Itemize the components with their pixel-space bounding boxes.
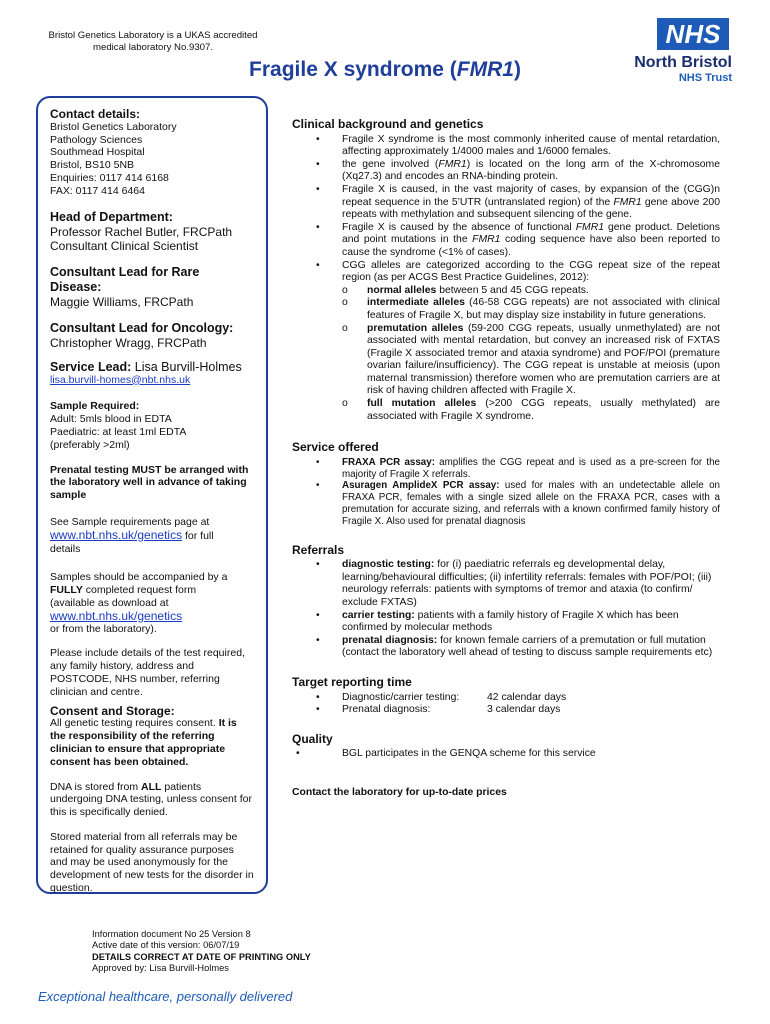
fully-emphasis: FULLY bbox=[50, 584, 83, 597]
list-item bbox=[292, 457, 720, 481]
list-item bbox=[292, 260, 720, 285]
list-item-text: Fragile X is caused by the absence of functional bbox=[342, 221, 576, 233]
clinical-list bbox=[292, 134, 720, 285]
list-item-text: BGL participates in the GENQA scheme for this service bbox=[342, 748, 596, 760]
list-item-text: ) is located on the long arm of the X-chromosome (Xq27.3) and encodes an RNA-binding protein. bbox=[342, 158, 720, 183]
contact-line: Pathology Sciences bbox=[50, 133, 143, 146]
bullet-icon: • bbox=[316, 133, 320, 145]
accompany-line-2 bbox=[50, 584, 254, 597]
nhs-logo-box: NHS bbox=[657, 18, 729, 50]
list-item-text: Fragile X syndrome is the most commonly inherited cause of mental retardation, affecting approximately 1/4000 males and 1/6000 females. bbox=[342, 133, 720, 158]
sample-heading: Sample Required: bbox=[50, 400, 140, 413]
allele-term: premutation alleles bbox=[367, 322, 464, 334]
circle-bullet-icon: o bbox=[342, 297, 348, 309]
nhs-logo bbox=[612, 18, 732, 84]
accreditation-line-1: Bristol Genetics Laboratory is a UKAS accredited bbox=[48, 30, 258, 41]
list-item bbox=[292, 323, 720, 399]
list-item bbox=[292, 159, 720, 184]
circle-bullet-icon: o bbox=[342, 322, 348, 334]
sample-requirements-text: See Sample requirements page at bbox=[50, 515, 210, 528]
contact-line: Bristol Genetics Laboratory bbox=[50, 120, 177, 133]
bullet-icon: • bbox=[296, 748, 300, 760]
list-item bbox=[292, 635, 720, 660]
document-footer bbox=[92, 929, 311, 975]
service-lead-name: Lisa Burvill-Holmes bbox=[131, 359, 242, 374]
list-item bbox=[292, 285, 720, 298]
title-gene: FMR1 bbox=[456, 58, 514, 81]
service-term: Asuragen AmplideX PCR assay: bbox=[342, 480, 500, 492]
gene-name: FMR1 bbox=[575, 221, 604, 233]
bullet-icon: • bbox=[316, 609, 320, 621]
bullet-icon: • bbox=[316, 158, 320, 170]
dna-text-2: patients undergoing DNA testing, unless consent for this is specifically denied. bbox=[50, 780, 252, 819]
list-item-text: the gene involved ( bbox=[342, 158, 439, 170]
accompany-line-1: Samples should be accompanied by a bbox=[50, 571, 228, 584]
dna-storage bbox=[50, 781, 254, 819]
sample-requirements-link-line bbox=[50, 529, 254, 543]
clinical-heading: Clinical background and genetics bbox=[292, 117, 484, 131]
accompany-line-4: or from the laboratory). bbox=[50, 622, 157, 635]
contact-line: FAX: 0117 414 6464 bbox=[50, 184, 145, 197]
dna-all: ALL bbox=[141, 780, 162, 793]
consent-text-plain: All genetic testing requires consent. bbox=[50, 717, 219, 730]
list-item bbox=[292, 748, 720, 761]
list-item bbox=[292, 398, 720, 423]
referrals-heading: Referrals bbox=[292, 542, 345, 557]
logo-trust-name: NHS Trust bbox=[678, 72, 732, 84]
tat-list bbox=[292, 692, 720, 717]
bullet-icon: • bbox=[316, 183, 320, 195]
bullet-icon: • bbox=[316, 259, 320, 271]
bullet-icon: • bbox=[316, 691, 320, 703]
nhs-tagline: Exceptional healthcare, personally delivered bbox=[38, 989, 293, 1004]
list-item-text: used for males with an undetectable allele on FRAXA PCR, females with a single sized allele on the FRAXA PCR, cases with a premutation for accurate sizing, and referrals with a known confirmed family history of Fragile X. Also used for prenatal diagnosis bbox=[342, 480, 720, 527]
service-heading: Service offered bbox=[292, 440, 379, 455]
quality-heading: Quality bbox=[292, 731, 333, 746]
list-item bbox=[292, 480, 720, 527]
list-item bbox=[292, 134, 720, 159]
tat-label: Prenatal diagnosis: bbox=[342, 704, 431, 716]
bullet-icon: • bbox=[316, 456, 320, 468]
bullet-icon: • bbox=[316, 634, 320, 646]
bullet-icon: • bbox=[316, 221, 320, 233]
consent-heading: Consent and Storage: bbox=[50, 703, 175, 718]
contact-line: Bristol, BS10 5NB bbox=[50, 159, 135, 172]
sample-paediatric-note: (preferably >2ml) bbox=[50, 438, 130, 451]
genetics-url-link-2[interactable]: www.nbt.nhs.uk/genetics bbox=[50, 608, 183, 623]
list-item-text: (46-58 CGG repeats) are not associated with clinical features of Fragile X, but may display size instability in future generations. bbox=[367, 297, 720, 321]
accompany-text: completed request form bbox=[82, 584, 197, 597]
quality-list bbox=[292, 748, 720, 761]
list-item bbox=[292, 222, 720, 260]
list-item-text: (59-200 CGG repeats, usually unmethylated) are not associated with mental retardation, but convey an increased risk of FXTAS (Fragile X associated tremor and ataxia syndrome) and POF/POI (premature ovarian failure/insufficiency). The CGG repeat is unstable at meiosis (upon maternal transmission) therefore women who are premutation carriers are at risk of having children affected with Fragile X. bbox=[367, 322, 720, 397]
allele-term: intermediate alleles bbox=[367, 297, 465, 309]
list-item-text: between 5 and 45 CGG repeats. bbox=[436, 284, 589, 296]
bullet-icon: • bbox=[316, 559, 320, 571]
oncology-lead: Christopher Wragg, FRCPath bbox=[50, 335, 207, 350]
consent-text-bold: It is the responsibility of the referring clinician to ensure that appropriate consent has been obtained. bbox=[50, 717, 237, 768]
accompany-line-3: (available as download at bbox=[50, 596, 169, 609]
referral-term: diagnostic testing: bbox=[342, 559, 435, 571]
sample-paediatric: Paediatric: at least 1ml EDTA bbox=[50, 425, 187, 438]
list-item-text: for known female carriers of a premutation or full mutation (contact the laboratory well ahead of testing to discuss sample requirements etc) bbox=[342, 634, 713, 659]
list-item bbox=[292, 610, 720, 635]
main-content bbox=[292, 118, 720, 800]
prenatal-note: Prenatal testing MUST be arranged with the laboratory well in advance of taking sample bbox=[50, 463, 249, 502]
list-item-text: for (i) paediatric referrals eg developmental delay, learning/behavioural difficulties; (ii) infertility referrals: females with POF/POI; (iii) neurology referrals: patients with symptoms of tremor and ataxia (to confirm/ exclude FXTAS) bbox=[342, 559, 712, 608]
bullet-icon: • bbox=[316, 480, 320, 492]
head-heading: Head of Department: bbox=[50, 209, 173, 224]
list-item-text: CGG alleles are categorized according to the CGG repeat size of the repeat region (as per ACGS Best Practice Guidelines, 2012): bbox=[342, 259, 720, 284]
details-text: details bbox=[50, 542, 81, 555]
gene-name: FMR1 bbox=[613, 196, 642, 208]
tat-heading: Target reporting time bbox=[292, 674, 412, 689]
footer-active-date: Active date of this version: 06/07/19 bbox=[92, 940, 240, 951]
genetics-url-link[interactable]: www.nbt.nhs.uk/genetics bbox=[50, 527, 183, 542]
rare-disease-heading: Consultant Lead for Rare Disease: bbox=[50, 264, 200, 294]
service-lead-label: Service Lead: bbox=[50, 359, 132, 374]
list-item-text: gene above 200 repeats with methylation and subsequent silencing of the gene. bbox=[342, 196, 720, 221]
contact-line: Southmead Hospital bbox=[50, 146, 145, 159]
list-item-text: coding sequence have also been reported to cause the syndrome (<1% of cases). bbox=[342, 234, 720, 258]
contact-heading: Contact details: bbox=[50, 107, 141, 121]
prices-note: Contact the laboratory for up-to-date prices bbox=[292, 786, 507, 798]
include-details: Please include details of the test required, any family history, address and POSTCODE, NHS number, referring clinician and centre. bbox=[50, 647, 245, 698]
footer-printing-note: DETAILS CORRECT AT DATE OF PRINTING ONLY bbox=[92, 951, 311, 962]
list-item bbox=[292, 297, 720, 322]
accreditation-note bbox=[38, 30, 268, 54]
consent-text bbox=[50, 717, 254, 768]
stored-material: Stored material from all referrals may be retained for quality assurance purposes and may be used anonymously for the development of new tests for the disorder in question. bbox=[50, 830, 254, 895]
service-lead bbox=[50, 360, 254, 374]
tat-value: 42 calendar days bbox=[487, 691, 567, 703]
tat-value: 3 calendar days bbox=[487, 704, 561, 716]
list-item bbox=[292, 692, 720, 705]
list-item bbox=[292, 704, 720, 717]
bullet-icon: • bbox=[316, 704, 320, 716]
rare-disease-lead: Maggie Williams, FRCPath bbox=[50, 294, 194, 309]
list-item-text: patients with a family history of Fragile X which has been confirmed by molecular methods bbox=[342, 609, 679, 634]
service-term: FRAXA PCR assay: bbox=[342, 456, 435, 468]
list-item-text: (>200 CGG repeats, usually methylated) are associated with Fragile X syndrome. bbox=[367, 398, 721, 422]
list-item-text: amplifies the CGG repeat and is used as a pre-screen for the majority of Fragile X referrals. bbox=[342, 456, 721, 480]
contact-line: Enquiries: 0117 414 6168 bbox=[50, 171, 169, 184]
list-item bbox=[292, 559, 720, 609]
allele-list bbox=[292, 285, 720, 424]
footer-approved-by: Approved by: Lisa Burvill-Holmes bbox=[92, 963, 229, 974]
circle-bullet-icon: o bbox=[342, 284, 348, 296]
list-item-text: gene product. Deletions and point mutations in the bbox=[342, 221, 721, 246]
head-role: Consultant Clinical Scientist bbox=[50, 238, 199, 253]
allele-term: normal alleles bbox=[367, 284, 437, 296]
footer-doc-number: Information document No 25 Version 8 bbox=[92, 929, 251, 939]
gene-name: FMR1 bbox=[472, 234, 501, 246]
service-lead-email-link[interactable]: lisa.burvill-homes@nbt.nhs.uk bbox=[50, 373, 191, 386]
logo-org-name: North Bristol bbox=[634, 54, 732, 71]
referral-term: prenatal diagnosis: bbox=[342, 634, 438, 646]
contact-sidebar bbox=[36, 96, 268, 894]
gene-name: FMR1 bbox=[438, 158, 467, 170]
service-list bbox=[292, 457, 720, 528]
tat-label: Diagnostic/carrier testing: bbox=[342, 691, 460, 703]
circle-bullet-icon: o bbox=[342, 398, 348, 410]
dna-text-1: DNA is stored from bbox=[50, 780, 142, 793]
head-name: Professor Rachel Butler, FRCPath bbox=[50, 224, 233, 239]
list-item-text: Fragile X is caused, in the vast majority of cases, by expansion of the (CGG)n repeat sequence in the 5’UTR (untranslated region) of the bbox=[342, 183, 720, 208]
sample-adult: Adult: 5mls blood in EDTA bbox=[50, 413, 172, 426]
allele-term: full mutation alleles bbox=[367, 398, 477, 410]
referrals-list bbox=[292, 559, 720, 660]
list-item bbox=[292, 184, 720, 222]
for-full-text: for full bbox=[182, 529, 214, 542]
referral-term: carrier testing: bbox=[342, 609, 415, 621]
oncology-heading: Consultant Lead for Oncology: bbox=[50, 320, 234, 335]
title-suffix: ) bbox=[513, 58, 521, 81]
accreditation-line-2: medical laboratory No.9307. bbox=[93, 42, 213, 53]
title-prefix: Fragile X syndrome ( bbox=[249, 58, 457, 81]
